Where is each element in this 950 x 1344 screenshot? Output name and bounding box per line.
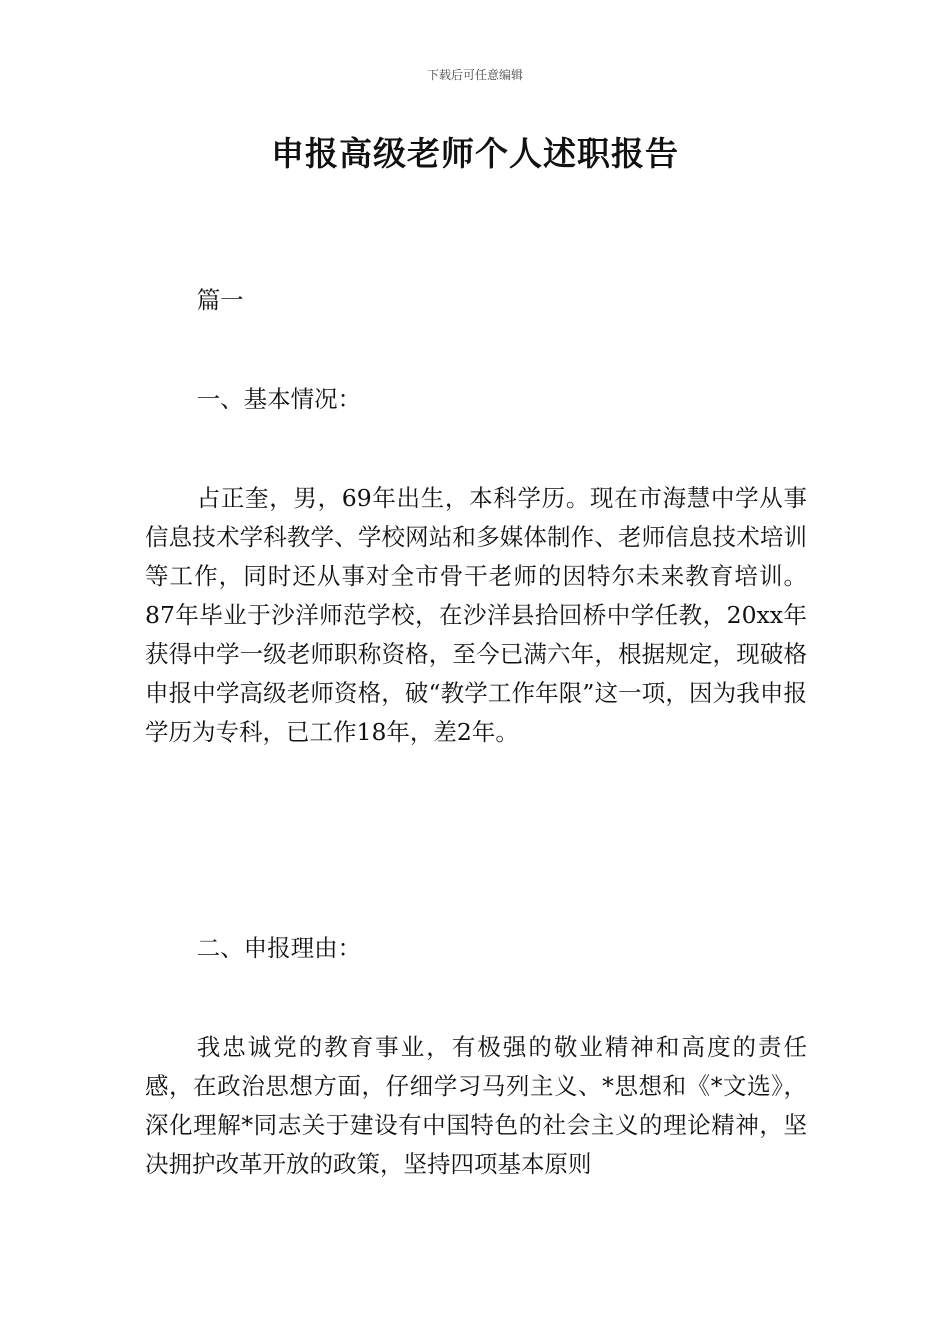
paragraph-reasons: 我忠诚党的教育事业，有极强的敬业精神和高度的责任感，在政治思想方面，仔细学习马列主义、*思想和《*文选》，深化理解*同志关于建设有中国特色的社会主义的理论精神，坚决拥护改革开放的政策，坚持四项基本原则 [145, 1033, 807, 1178]
paragraph-basic-info: 占正奎，男，69年出生，本科学历。现在市海慧中学从事信息技术学科教学、学校网站和多媒体制作、老师信息技术培训等工作，同时还从事对全市骨干老师的因特尔未来教育培训。87年毕业于沙洋师范学校，在沙洋县拾回桥中学任教，20xx年获得中学一级老师职称资格，至今已满六年，根据规定，现破格申报中学高级老师资格，破“教学工作年限”这一项，因为我申报学历为专科，已工作18年，差2年。 [145, 484, 807, 746]
document-title: 申报高级老师个人述职报告 [271, 134, 679, 173]
heading-reasons: 二、申报理由： [196, 934, 362, 962]
page-header-note: 下载后可任意编辑 [426, 68, 523, 82]
section-label: 篇一 [196, 286, 244, 314]
heading-basic-info: 一、基本情况： [196, 385, 362, 413]
